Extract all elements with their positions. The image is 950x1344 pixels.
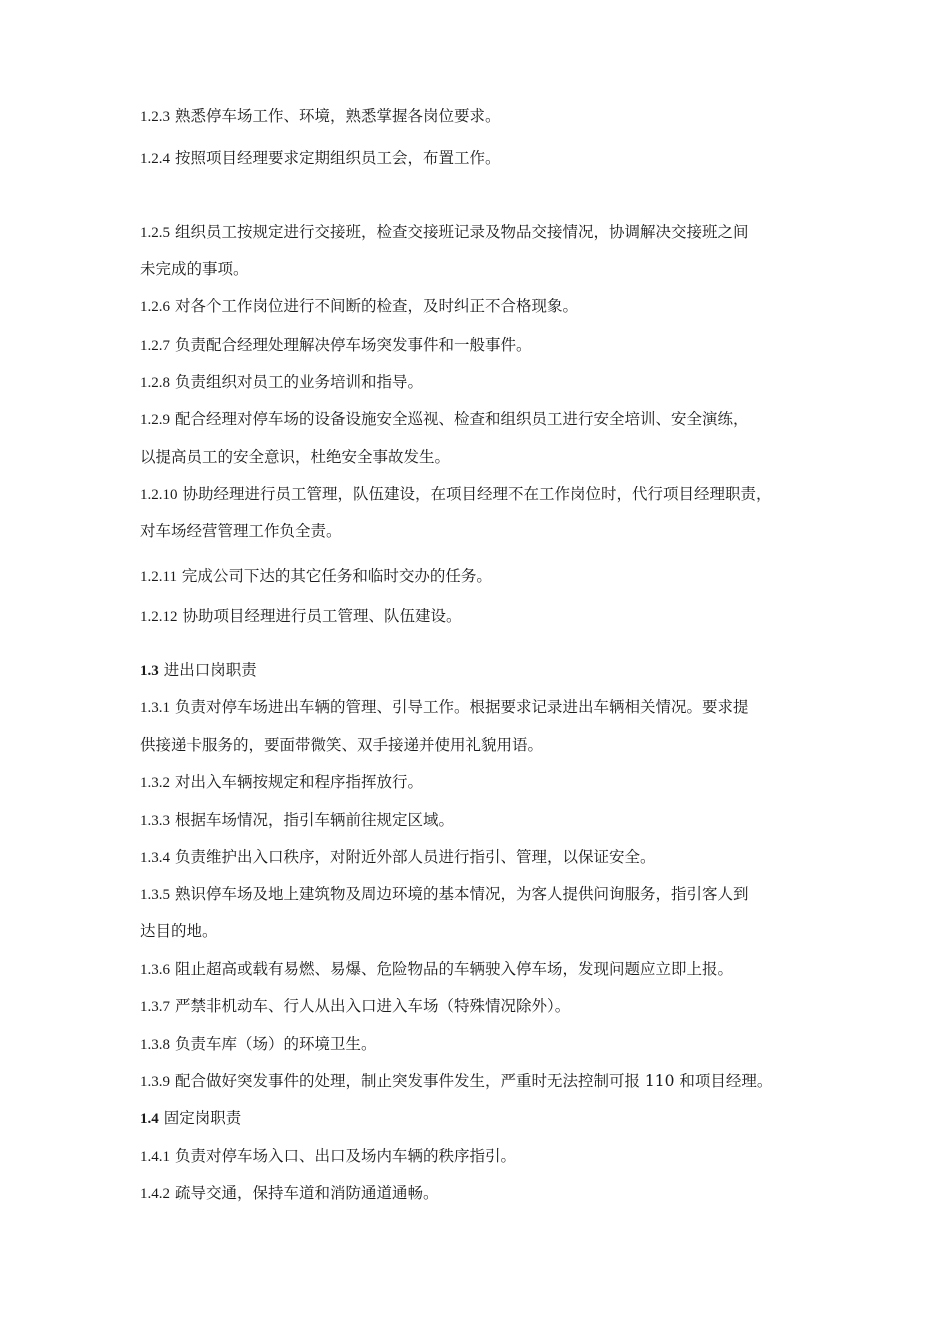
paragraph-1-3-8 (140, 1034, 376, 1055)
item-text: 负责组织对员工的业务培训和指导。 (174, 373, 423, 391)
item-number: 1.2.6 (140, 299, 170, 315)
item-number: 1.3.9 (140, 1074, 170, 1090)
item-number: 1.2.3 (140, 109, 170, 125)
paragraph-1-3-5-cont (140, 921, 218, 941)
item-number: 1.3.6 (140, 962, 170, 978)
paragraph-1-3-2 (140, 772, 423, 793)
item-text: 严禁非机动车、行人从出入口进入车场（特殊情况除外）。 (174, 997, 571, 1015)
item-text: 供接递卡服务的，要面带微笑、双手接递并使用礼貌用语。 (140, 736, 544, 754)
item-text: 完成公司下达的其它任务和临时交办的任务。 (181, 567, 492, 585)
item-text: 对车场经营管理工作负全责。 (140, 522, 342, 540)
paragraph-1-3-7 (140, 996, 570, 1017)
item-number: 1.2.4 (140, 151, 170, 167)
paragraph-1-2-8 (140, 372, 423, 393)
item-number: 1.4.2 (140, 1186, 170, 1202)
item-text: 阻止超高或载有易燃、易爆、危险物品的车辆驶入停车场，发现问题应立即上报。 (174, 960, 733, 978)
item-number: 1.3.4 (140, 850, 170, 866)
paragraph-1-3-5 (140, 884, 748, 905)
paragraph-1-2-9 (140, 409, 748, 430)
section-title: 进出口岗职责 (163, 661, 257, 679)
item-number: 1.2.8 (140, 375, 170, 391)
paragraph-1-3-3 (140, 810, 454, 831)
item-text: 熟悉停车场工作、环境，熟悉掌握各岗位要求。 (174, 107, 501, 125)
paragraph-1-3-6 (140, 959, 733, 980)
item-number: 1.3.7 (140, 999, 170, 1015)
item-text: 达目的地。 (140, 922, 218, 940)
item-text: 以提高员工的安全意识，杜绝安全事故发生。 (140, 448, 451, 466)
paragraph-1-2-4 (140, 148, 500, 169)
section-number: 1.4 (140, 1111, 159, 1127)
paragraph-1-2-11 (140, 566, 492, 587)
paragraph-1-2-12 (140, 606, 461, 627)
paragraph-1-2-6 (140, 296, 578, 317)
item-number: 1.3.8 (140, 1037, 170, 1053)
item-number: 1.2.9 (140, 412, 170, 428)
item-text: 负责对停车场入口、出口及场内车辆的秩序指引。 (174, 1147, 516, 1165)
item-text: 根据车场情况，指引车辆前往规定区域。 (174, 811, 454, 829)
paragraph-1-2-10 (140, 484, 771, 505)
item-text: 按照项目经理要求定期组织员工会，布置工作。 (174, 149, 501, 167)
section-heading-1-3 (140, 660, 257, 681)
item-number: 1.3.5 (140, 887, 170, 903)
item-text: 协助经理进行员工管理，队伍建设，在项目经理不在工作岗位时，代行项目经理职责， (182, 485, 772, 503)
item-number: 1.3.1 (140, 700, 170, 716)
item-text: 未完成的事项。 (140, 260, 249, 278)
item-text: 对各个工作岗位进行不间断的检查，及时纠正不合格现象。 (174, 297, 578, 315)
paragraph-1-2-5-cont (140, 259, 249, 279)
item-text: 负责车库（场）的环境卫生。 (174, 1035, 377, 1053)
paragraph-1-3-1 (140, 697, 748, 718)
item-text: 负责对停车场进出车辆的管理、引导工作。根据要求记录进出车辆相关情况。要求提 (174, 698, 749, 716)
item-number: 1.3.2 (140, 775, 170, 791)
item-number: 1.2.10 (140, 487, 178, 503)
paragraph-1-2-9-cont (140, 447, 450, 467)
item-number: 1.2.12 (140, 609, 178, 625)
section-title: 固定岗职责 (163, 1109, 242, 1127)
item-text: 配合经理对停车场的设备设施安全巡视、检查和组织员工进行安全培训、安全演练， (174, 410, 749, 428)
item-number: 1.4.1 (140, 1149, 170, 1165)
item-text: 负责配合经理处理解决停车场突发事件和一般事件。 (174, 336, 532, 354)
item-text: 负责维护出入口秩序，对附近外部人员进行指引、管理，以保证安全。 (174, 848, 656, 866)
item-text: 疏导交通，保持车道和消防通道通畅。 (174, 1184, 439, 1202)
section-number: 1.3 (140, 663, 159, 679)
paragraph-1-4-1 (140, 1146, 516, 1167)
item-text: 对出入车辆按规定和程序指挥放行。 (174, 773, 423, 791)
paragraph-1-4-2 (140, 1183, 438, 1204)
paragraph-1-2-7 (140, 335, 531, 356)
paragraph-1-2-3 (140, 106, 500, 127)
paragraph-1-3-9 (140, 1071, 772, 1092)
item-number: 1.2.11 (140, 569, 177, 585)
item-number: 1.2.7 (140, 338, 170, 354)
paragraph-1-2-5 (140, 222, 748, 243)
paragraph-1-3-4 (140, 847, 655, 868)
item-text: 熟识停车场及地上建筑物及周边环境的基本情况，为客人提供问询服务，指引客人到 (174, 885, 749, 903)
paragraph-1-2-10-cont (140, 521, 342, 541)
item-number: 1.2.5 (140, 225, 170, 241)
item-text: 配合做好突发事件的处理，制止突发事件发生，严重时无法控制可报 110 和项目经理。 (174, 1072, 773, 1090)
section-heading-1-4 (140, 1108, 241, 1129)
item-text: 协助项目经理进行员工管理、队伍建设。 (182, 607, 462, 625)
paragraph-1-3-1-cont (140, 735, 543, 755)
item-text: 组织员工按规定进行交接班，检查交接班记录及物品交接情况，协调解决交接班之间 (174, 223, 749, 241)
item-number: 1.3.3 (140, 813, 170, 829)
